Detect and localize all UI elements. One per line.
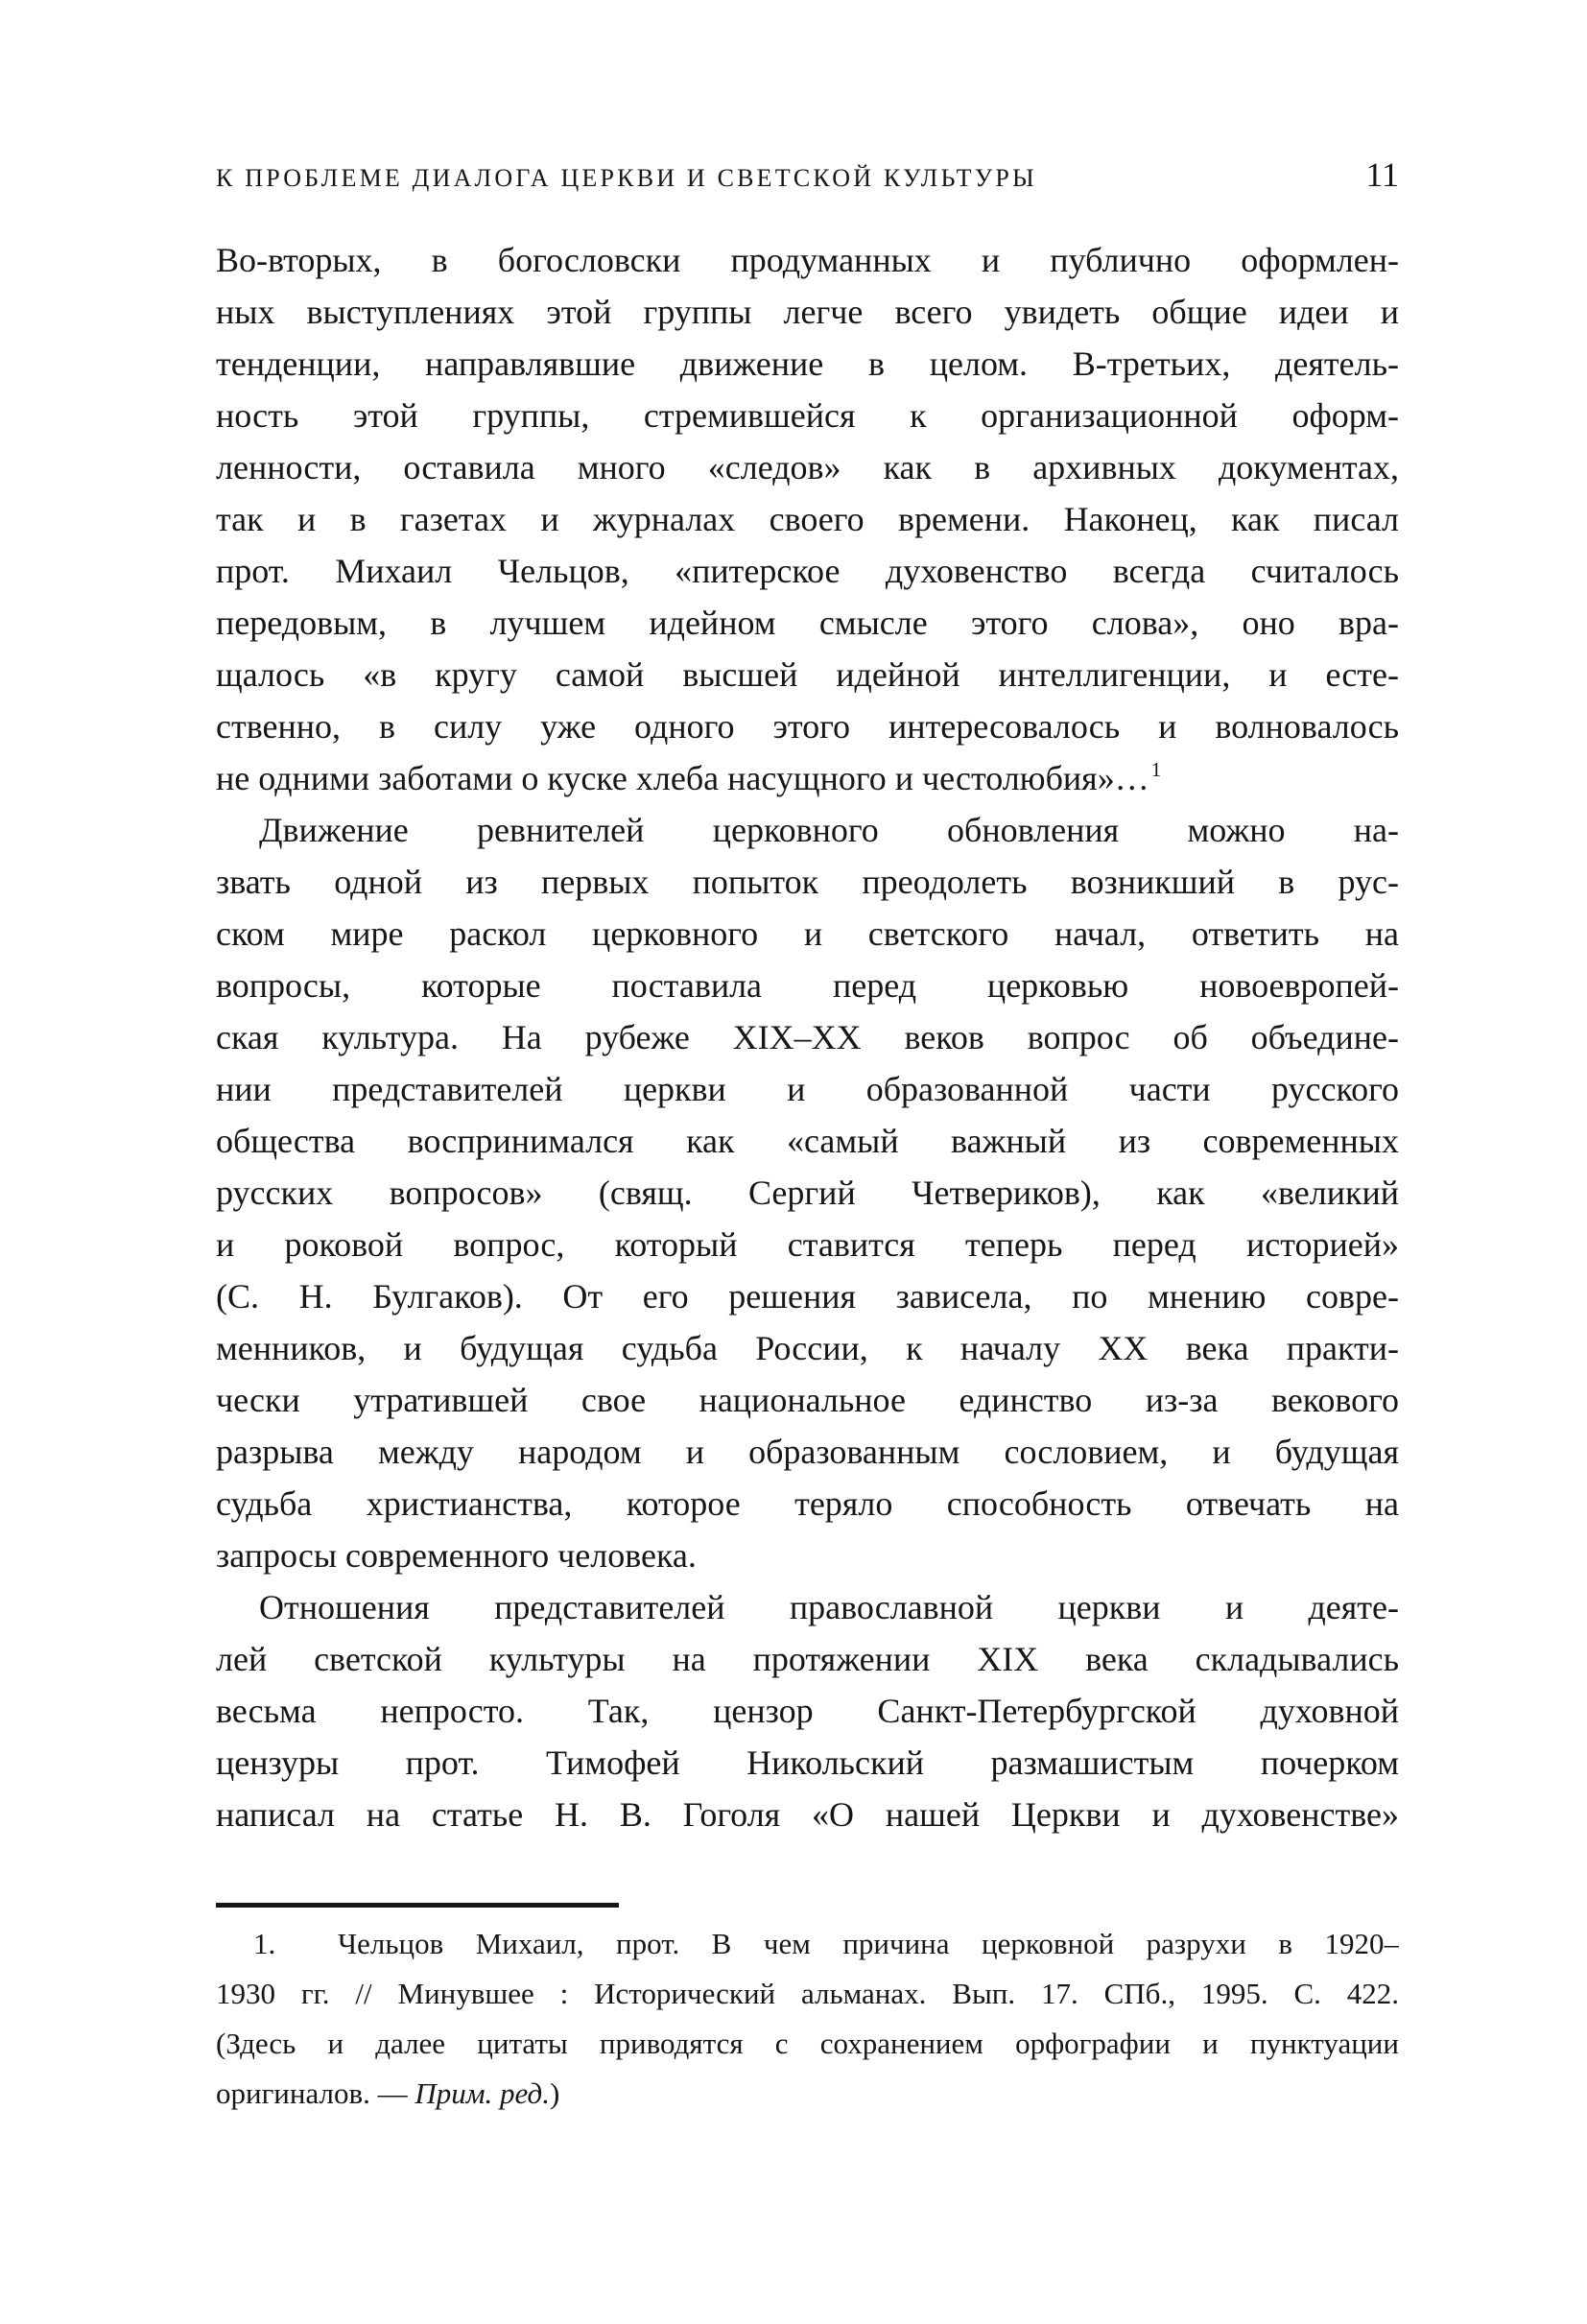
text-line: Движение ревнителей церковного обновления можно на- xyxy=(259,811,1399,849)
text-line: (С. Н. Булгаков). От его решения зависела, по мнению совре- xyxy=(216,1277,1399,1316)
running-header xyxy=(216,154,1399,195)
text-line: ская культура. На рубеже XIX–XX веков вопрос об объедине- xyxy=(216,1018,1399,1056)
text-line: ленности, оставила много «следов» как в архивных документах, xyxy=(216,448,1399,486)
text-line: тенденции, направлявшие движение в целом. В-третьих, деятель- xyxy=(216,344,1399,383)
footnote-line: 1. Чельцов Михаил, прот. В чем причина церковной разрухи в 1920– xyxy=(216,1919,1399,1969)
text-line: Во-вторых, в богословски продуманных и публично оформлен- xyxy=(216,241,1399,279)
footnote-line: оригиналов. — Прим. ред.) xyxy=(216,2076,560,2110)
footnote-line: (Здесь и далее цитаты приводятся с сохранением орфографии и пунктуации xyxy=(216,2027,1399,2060)
text-line: чески утратившей свое национальное единство из-за векового xyxy=(216,1381,1399,1419)
text-line: ность этой группы, стремившейся к организационной оформ- xyxy=(216,396,1399,435)
text-line: звать одной из первых попыток преодолеть возникший в рус- xyxy=(216,863,1399,901)
text-line: менников, и будущая судьба России, к началу XX века практи- xyxy=(216,1329,1399,1367)
text-line: судьба христианства, которое теряло способность отвечать на xyxy=(216,1484,1399,1523)
text-line: вопросы, которые поставила перед церковью новоевропей- xyxy=(216,966,1399,1005)
paragraph-2 xyxy=(216,804,1399,1581)
text-line: общества воспринимался как «самый важный из современных xyxy=(216,1122,1399,1160)
text-line: разрыва между народом и образованным сословием, и будущая xyxy=(216,1433,1399,1471)
text-line: ском мире раскол церковного и светского начал, ответить на xyxy=(216,914,1399,953)
paragraph-3 xyxy=(216,1581,1399,1840)
text-line: нии представителей церкви и образованной части русского xyxy=(216,1070,1399,1108)
text-line: весьма непросто. Так, цензор Санкт-Петербургской духовной xyxy=(216,1692,1399,1730)
text-line: ственно, в силу уже одного этого интересовалось и волновалось xyxy=(216,707,1399,746)
editors-note: Прим. ред. xyxy=(415,2076,550,2110)
body-text xyxy=(216,234,1399,1840)
footnote-number: 1. xyxy=(253,1927,276,1960)
paragraph-1 xyxy=(216,234,1399,804)
text-line: щалось «в кругу самой высшей идейной интеллигенции, и есте- xyxy=(216,655,1399,694)
text-line: лей светской культуры на протяжении XIX века складывались xyxy=(216,1640,1399,1678)
text-line: написал на статье Н. В. Гоголя «О нашей Церкви и духовенстве» xyxy=(216,1795,1399,1834)
footnote-reference: 1 xyxy=(1150,758,1162,781)
footnote-text xyxy=(216,1919,1399,2119)
footnote-line: 1930 гг. // Минувшее : Исторический альманах. Вып. 17. СПб., 1995. С. 422. xyxy=(216,1977,1399,2010)
text-line: и роковой вопрос, который ставится теперь перед историей» xyxy=(216,1225,1399,1264)
text-line: прот. Михаил Чельцов, «питерское духовенство всегда считалось xyxy=(216,552,1399,590)
text-line: цензуры прот. Тимофей Никольский размашистым почерком xyxy=(216,1743,1399,1782)
running-header-title: К ПРОБЛЕМЕ ДИАЛОГА ЦЕРКВИ И СВЕТСКОЙ КУЛЬТУРЫ xyxy=(216,164,1037,192)
text-line: русских вопросов» (свящ. Сергий Четвериков), как «великий xyxy=(216,1174,1399,1212)
text-line: передовым, в лучшем идейном смысле этого слова», оно вра- xyxy=(216,604,1399,642)
text-line: ных выступлениях этой группы легче всего увидеть общие идеи и xyxy=(216,293,1399,331)
text-line: запросы современного человека. xyxy=(216,1536,697,1575)
text-line: Отношения представителей православной церкви и деяте- xyxy=(259,1588,1399,1626)
text-line: не одними заботами о куске хлеба насущного и честолюбия»…$^1$ xyxy=(216,758,1162,797)
page-number: 11 xyxy=(1365,155,1399,194)
footnote-separator-rule xyxy=(216,1903,619,1908)
text-line: так и в газетах и журналах своего времени. Наконец, как писал xyxy=(216,500,1399,538)
